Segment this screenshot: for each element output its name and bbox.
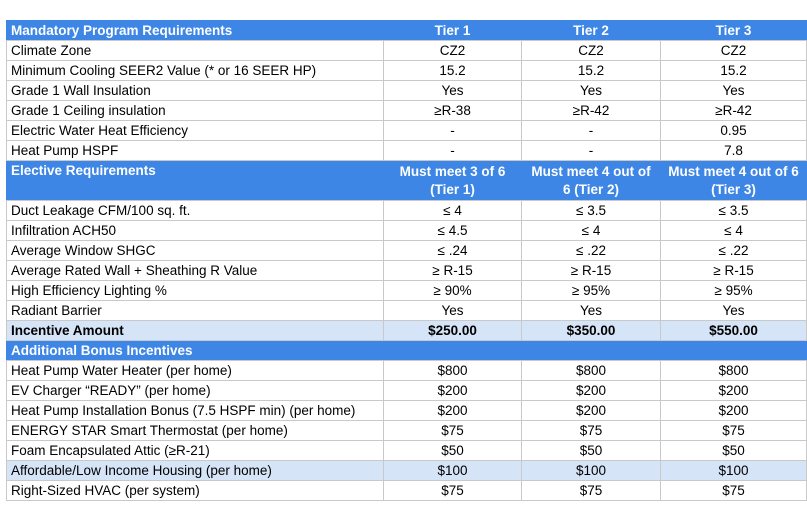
tier-1-value: - [384,121,522,141]
tier-3-value: $100 [661,461,807,481]
table-row [7,81,807,101]
table-row [7,381,807,401]
section-title: Elective Requirements [7,161,384,201]
tier-1-value: $800 [384,361,522,381]
tier-2-value: - [522,121,661,141]
tier-1-value: Yes [384,301,522,321]
table-row [7,121,807,141]
table-row [7,401,807,421]
tier-1-value: $75 [384,481,522,501]
tier-1-value: CZ2 [384,41,522,61]
tier-2-value: $50 [522,441,661,461]
row-label: Grade 1 Ceiling insulation [7,101,384,121]
row-label: EV Charger “READY” (per home) [7,381,384,401]
row-label: Climate Zone [7,41,384,61]
column-header-tier-3: Tier 3 [661,21,807,41]
tier-1-value: $50 [384,441,522,461]
section-title: Additional Bonus Incentives [7,341,384,361]
tier-3-value: Yes [661,81,807,101]
tier-3-value: $200 [661,401,807,421]
tier-3-value: ≤ 4 [661,221,807,241]
column-header-tier-3: Must meet 4 out of 6 (Tier 3) [661,161,807,201]
row-label: ENERGY STAR Smart Thermostat (per home) [7,421,384,441]
column-header-tier-1 [384,341,522,361]
table-row [7,301,807,321]
tier-1-value: ≤ 4 [384,201,522,221]
tier-2-value: 15.2 [522,61,661,81]
column-header-tier-1: Tier 1 [384,21,522,41]
row-label: Right-Sized HVAC (per system) [7,481,384,501]
row-label: High Efficiency Lighting % [7,281,384,301]
tier-2-value: $200 [522,401,661,421]
tier-3-value: ≥R-42 [661,101,807,121]
row-label: Incentive Amount [7,321,384,341]
tier-1-value: ≥ R-15 [384,261,522,281]
row-label: Duct Leakage CFM/100 sq. ft. [7,201,384,221]
tier-2-value: $100 [522,461,661,481]
row-label: Heat Pump Installation Bonus (7.5 HSPF min) (per home) [7,401,384,421]
table-row [7,221,807,241]
incentive-requirements-table [6,20,807,501]
table-row [7,421,807,441]
row-label: Electric Water Heat Efficiency [7,121,384,141]
table-row-highlighted [7,461,807,481]
table-row [7,241,807,261]
row-label: Heat Pump Water Heater (per home) [7,361,384,381]
tier-1-value: ≥ 90% [384,281,522,301]
tier-3-value: 7.8 [661,141,807,161]
tier-2-value: Yes [522,301,661,321]
tier-3-value: $75 [661,421,807,441]
tier-3-value: CZ2 [661,41,807,61]
tier-1-value: $200 [384,381,522,401]
tier-2-value: - [522,141,661,161]
tier-3-value: Yes [661,301,807,321]
row-label: Average Rated Wall + Sheathing R Value [7,261,384,281]
row-label: Grade 1 Wall Insulation [7,81,384,101]
tier-3-value: $800 [661,361,807,381]
tier-1-value: ≥R-38 [384,101,522,121]
row-label: Infiltration ACH50 [7,221,384,241]
tier-2-value: $800 [522,361,661,381]
tier-2-value: $200 [522,381,661,401]
incentive-amount-row [7,321,807,341]
tier-1-value: - [384,141,522,161]
table-row [7,141,807,161]
tier-3-value: ≤ 3.5 [661,201,807,221]
tier-1-value: ≤ 4.5 [384,221,522,241]
section-header-bonus [7,341,807,361]
row-label: Affordable/Low Income Housing (per home) [7,461,384,481]
tier-2-value: CZ2 [522,41,661,61]
tier-3-value: ≥ 95% [661,281,807,301]
table-row [7,481,807,501]
tier-2-value: ≥ R-15 [522,261,661,281]
tier-3-value: $75 [661,481,807,501]
tier-2-incentive: $350.00 [522,321,661,341]
tier-2-value: ≤ 4 [522,221,661,241]
table-row [7,201,807,221]
tier-3-value: 0.95 [661,121,807,141]
column-header-tier-2 [522,341,661,361]
table-row [7,361,807,381]
table-row [7,41,807,61]
tier-2-value: ≤ .22 [522,241,661,261]
section-header-elective [7,161,807,201]
tier-2-value: $75 [522,481,661,501]
tier-2-value: ≤ 3.5 [522,201,661,221]
tier-2-value: $75 [522,421,661,441]
tier-1-incentive: $250.00 [384,321,522,341]
tier-1-value: 15.2 [384,61,522,81]
row-label: Radiant Barrier [7,301,384,321]
section-title: Mandatory Program Requirements [7,21,384,41]
row-label: Heat Pump HSPF [7,141,384,161]
tier-3-value: $50 [661,441,807,461]
tier-2-value: Yes [522,81,661,101]
column-header-tier-2: Must meet 4 out of 6 (Tier 2) [522,161,661,201]
row-label: Foam Encapsulated Attic (≥R-21) [7,441,384,461]
tier-2-value: ≥R-42 [522,101,661,121]
tier-3-value: $200 [661,381,807,401]
tier-3-value: ≥ R-15 [661,261,807,281]
row-label: Average Window SHGC [7,241,384,261]
tier-3-value: 15.2 [661,61,807,81]
tier-1-value: $200 [384,401,522,421]
column-header-tier-3 [661,341,807,361]
tier-1-value: $75 [384,421,522,441]
table-row [7,261,807,281]
tier-3-value: ≤ .22 [661,241,807,261]
table-row [7,281,807,301]
tier-3-incentive: $550.00 [661,321,807,341]
row-label: Minimum Cooling SEER2 Value (* or 16 SEER HP) [7,61,384,81]
section-header-mandatory [7,21,807,41]
tier-1-value: $100 [384,461,522,481]
table-row [7,441,807,461]
tier-1-value: ≤ .24 [384,241,522,261]
table-row [7,61,807,81]
table-row [7,101,807,121]
column-header-tier-1: Must meet 3 of 6 (Tier 1) [384,161,522,201]
tier-2-value: ≥ 95% [522,281,661,301]
column-header-tier-2: Tier 2 [522,21,661,41]
tier-1-value: Yes [384,81,522,101]
